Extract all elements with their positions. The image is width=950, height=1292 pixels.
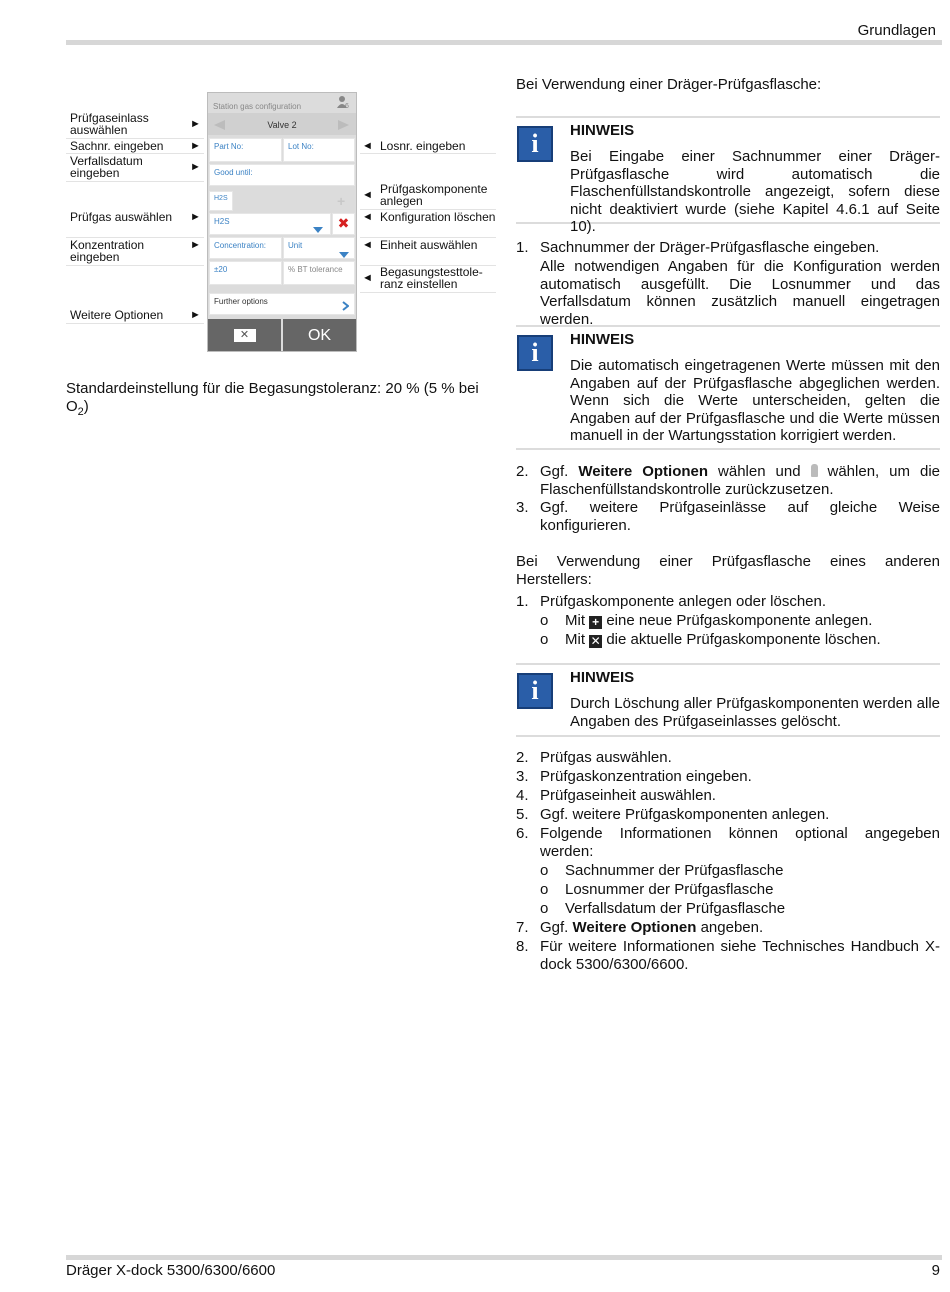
- ok-button[interactable]: OK: [283, 319, 356, 351]
- label-further-options: Weitere Optionen: [70, 308, 164, 322]
- arrow-left-icon: ◄: [362, 239, 373, 251]
- label-expiry: Verfallsdatum eingeben: [70, 154, 143, 180]
- step-1-detail: Alle notwendigen Angaben für die Konfiguration werden automatisch ausgefüllt. Die Losnummer und das Verfallsdatum können zusätzlich manuell eingetragen werden.: [540, 258, 940, 328]
- label-gas-select: Prüfgas auswählen: [70, 210, 173, 224]
- good-until-label: Good until:: [214, 168, 253, 177]
- device-screen: [207, 92, 357, 352]
- tab-h2s-label: H2S: [214, 195, 228, 202]
- step-2-text-a: Ggf.: [540, 463, 579, 480]
- sub-part-no: Sachnummer der Prüfgasflasche: [565, 862, 784, 879]
- note-title: HINWEIS: [570, 331, 635, 348]
- sub-add: [565, 612, 940, 630]
- step-number: 2.: [516, 749, 529, 766]
- unit-select-value: Unit: [288, 241, 303, 250]
- step-number: 3.: [516, 768, 529, 785]
- gas-dropdown-icon: [313, 220, 323, 238]
- bullet: o: [540, 631, 549, 648]
- footer-rule: [66, 1255, 942, 1260]
- info-icon: i: [517, 335, 553, 371]
- page-number: 9: [931, 1262, 940, 1279]
- tolerance-label-cell: [283, 261, 355, 285]
- lot-no-field[interactable]: [283, 138, 355, 162]
- step-gas: Prüfgas auswählen.: [540, 749, 672, 766]
- delete-icon: ✕: [590, 634, 601, 648]
- intro-draeger: Bei Verwendung einer Dräger-Prüfgasflasche:: [516, 76, 822, 93]
- arrow-right-icon: ►: [190, 239, 201, 251]
- cylinder-icon: [811, 464, 818, 477]
- note-box-2: [516, 325, 940, 450]
- cancel-icon: ✕: [234, 329, 256, 342]
- add-component-icon[interactable]: +: [337, 193, 346, 209]
- concentration-label: Concentration:: [214, 241, 267, 250]
- intro-other: Bei Verwendung einer Prüfgasflasche eines anderen Herstellers:: [516, 553, 940, 588]
- label-tolerance: Begasungstesttole-ranz einstellen: [380, 265, 483, 291]
- caption-subscript: 2: [77, 406, 84, 418]
- arrow-left-icon: ◄: [362, 272, 373, 284]
- further-options-label: Further options: [214, 297, 268, 306]
- label-inlet-select: Prüfgaseinlass auswählen: [70, 111, 149, 137]
- info-icon: i: [517, 673, 553, 709]
- sub-delete-text-b: die aktuelle Prüfgaskomponente löschen.: [602, 631, 881, 648]
- arrow-left-icon: ◄: [362, 189, 373, 201]
- step-number: 8.: [516, 938, 529, 955]
- step-2: [540, 463, 940, 498]
- header-rule: [66, 40, 942, 45]
- step-2-text-c: wählen, um die Flaschenfüllstandskontrolle zurückzusetzen.: [540, 463, 941, 498]
- tolerance-field[interactable]: [209, 261, 282, 285]
- caption-text: Standardeinstellung für die Begasungstoleranz: 20 % (5 % bei O: [66, 380, 479, 415]
- sub-add-text-a: Mit: [565, 612, 590, 629]
- note-title: HINWEIS: [570, 122, 635, 139]
- sub-delete: [565, 631, 940, 649]
- label-add-component: Prüfgaskomponente anlegen: [380, 182, 488, 208]
- plus-icon: +: [589, 616, 602, 629]
- step-1: Sachnummer der Dräger-Prüfgasflasche eingeben.: [540, 239, 880, 256]
- arrow-right-icon: ►: [190, 309, 201, 321]
- valve-next-icon[interactable]: [336, 118, 352, 136]
- step-optional-info: Folgende Informationen können optional angegeben werden:: [540, 825, 940, 860]
- caption-end: ): [83, 398, 89, 415]
- arrow-right-icon: ►: [190, 118, 201, 130]
- screen-title: Station gas configuration: [213, 102, 302, 111]
- label-unit-select: Einheit auswählen: [380, 238, 478, 252]
- note-title: HINWEIS: [570, 669, 635, 686]
- step-number: 1.: [516, 239, 529, 256]
- note-box-3: [516, 663, 940, 737]
- note-body: Durch Löschung aller Prüfgaskomponenten werden alle Angaben des Prüfgaseinlasses gelöscht.: [570, 695, 940, 730]
- step-7: [540, 919, 940, 937]
- user-badge: 6: [345, 103, 349, 110]
- arrow-right-icon: ►: [190, 140, 201, 152]
- step-concentration: Prüfgaskonzentration eingeben.: [540, 768, 752, 785]
- good-until-field[interactable]: [209, 164, 355, 186]
- note-body: Die automatisch eingetragenen Werte müssen mit den Angaben auf der Prüfgasflasche abgeglichen werden. Wenn sich die Werte unterscheiden, gelten die Angaben auf der Prüfgasflasche und die Werte müssen manuell in der Wartungsstation korrigiert werden.: [570, 357, 940, 444]
- step-number: 3.: [516, 499, 529, 516]
- label-concentration: Konzentration eingeben: [70, 238, 145, 264]
- step-number: 1.: [516, 593, 529, 610]
- bullet: o: [540, 881, 549, 898]
- lot-no-label: Lot No:: [288, 142, 314, 151]
- arrow-right-icon: ►: [190, 161, 201, 173]
- bullet: o: [540, 900, 549, 917]
- chevron-right-icon: [342, 298, 349, 316]
- tolerance-value: ±20: [214, 265, 228, 274]
- delete-config-icon[interactable]: ✖: [332, 213, 355, 235]
- note-body: Bei Eingabe einer Sachnummer einer Dräger-Prüfgasflasche wird automatisch die Flaschenfüllstandskontrolle angezeigt, sofern diese nicht deaktiviert wurde (siehe Kapitel 4.6.1 auf Seite 10).: [570, 148, 940, 235]
- header-title: Grundlagen: [857, 22, 936, 39]
- sub-delete-text-a: Mit: [565, 631, 590, 648]
- step-7-bold: Weitere Optionen: [572, 919, 697, 936]
- bullet: o: [540, 862, 549, 879]
- step-7-text-b: angeben.: [696, 919, 764, 936]
- cancel-button[interactable]: [208, 319, 281, 351]
- valve-label: Valve 2: [267, 120, 297, 130]
- sub-lot-no: Losnummer der Prüfgasflasche: [565, 881, 774, 898]
- arrow-left-icon: ◄: [362, 211, 373, 223]
- step-component: Prüfgaskomponente anlegen oder löschen.: [540, 593, 827, 610]
- sub-add-text-b: eine neue Prüfgaskomponente anlegen.: [602, 612, 873, 629]
- step-2-text-b: wählen und: [708, 463, 811, 480]
- note-box-1: [516, 116, 940, 235]
- part-no-field[interactable]: [209, 138, 282, 162]
- label-part-no: Sachnr. eingeben: [70, 139, 164, 153]
- tolerance-label: % BT tolerance: [288, 265, 343, 274]
- step-unit: Prüfgaseinheit auswählen.: [540, 787, 716, 804]
- step-2-bold: Weitere Optionen: [578, 463, 709, 480]
- step-number: 5.: [516, 806, 529, 823]
- step-7-text-a: Ggf.: [540, 919, 573, 936]
- concentration-field[interactable]: [209, 237, 282, 259]
- sub-expiry: Verfallsdatum der Prüfgasflasche: [565, 900, 786, 917]
- step-3: Ggf. weitere Prüfgaseinlässe auf gleiche Weise konfigurieren.: [540, 499, 940, 534]
- step-more-components: Ggf. weitere Prüfgaskomponenten anlegen.: [540, 806, 830, 823]
- arrow-left-icon: ◄: [362, 140, 373, 152]
- step-number: 2.: [516, 463, 529, 480]
- further-options-button[interactable]: [209, 293, 355, 315]
- arrow-right-icon: ►: [190, 211, 201, 223]
- footer-product: Dräger X-dock 5300/6300/6600: [66, 1262, 276, 1279]
- figure-caption: [66, 380, 496, 421]
- part-no-label: Part No:: [214, 142, 244, 151]
- step-number: 4.: [516, 787, 529, 804]
- label-lot-no: Losnr. eingeben: [380, 139, 466, 153]
- gas-select-value: H2S: [214, 217, 230, 226]
- bullet: o: [540, 612, 549, 629]
- step-number: 6.: [516, 825, 529, 842]
- step-number: 7.: [516, 919, 529, 936]
- step-8: Für weitere Informationen siehe Technisches Handbuch X-dock 5300/6300/6600.: [540, 938, 940, 973]
- tab-h2s[interactable]: [209, 191, 233, 211]
- label-delete-config: Konfiguration löschen: [380, 210, 496, 224]
- info-icon: i: [517, 126, 553, 162]
